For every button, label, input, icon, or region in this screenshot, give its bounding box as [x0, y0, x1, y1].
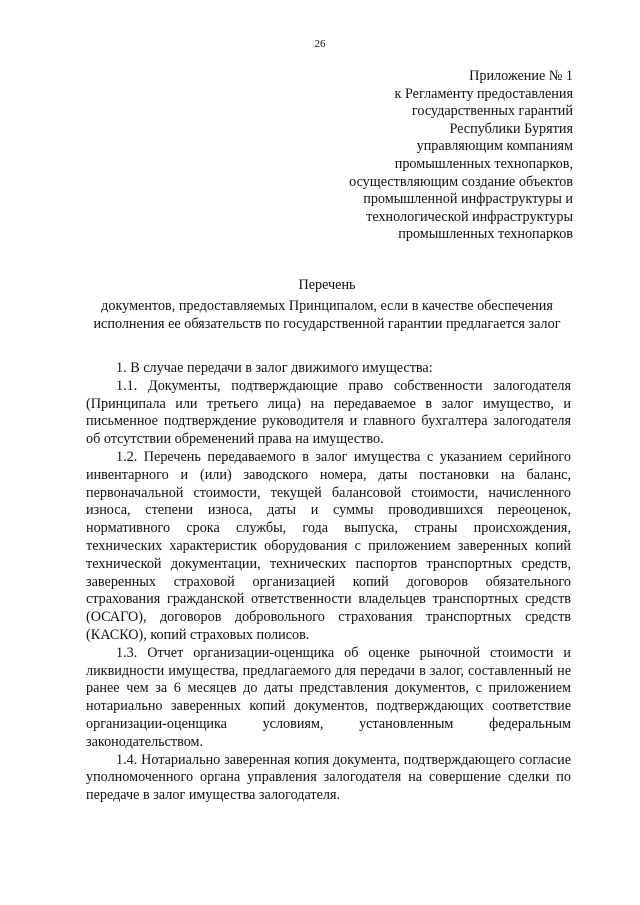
appendix-line: промышленных технопарков, — [394, 155, 573, 172]
document-title — [84, 276, 570, 333]
appendix-line: управляющим компаниям — [416, 138, 573, 155]
appendix-line: государственных гарантий — [411, 103, 573, 120]
appendix-header — [273, 68, 573, 244]
document-body — [86, 360, 571, 805]
paragraph-1-1: 1.1. Документы, подтверждающие право собственности залогодателя (Принципала или третьего лица) на передаваемое в залог имущество, и письменное подтверждение руководителя и главного бухгалтера залогодателя об отсутствии обременений права на имущество. — [86, 377, 571, 448]
appendix-line: к Регламенту предоставления — [394, 85, 573, 102]
appendix-line: технологической инфраструктуры — [366, 208, 573, 225]
title-heading: Перечень — [298, 277, 356, 293]
appendix-line: Республики Бурятия — [449, 120, 573, 137]
appendix-line: промышленных технопарков — [398, 226, 573, 243]
paragraph-1-3: 1.3. Отчет организации-оценщика об оценке рыночной стоимости и ликвидности имущества, предлагаемого для передачи в залог, составленный не ранее чем за 6 месяцев до даты представления документов, с приложением нотариально заверенных копий документов, подтверждающих соответствие организации-оценщика условиям, установленным федеральным законодательством. — [86, 644, 571, 750]
paragraph-1: 1. В случае передачи в залог движимого имущества: — [116, 360, 433, 376]
appendix-line: Приложение № 1 — [469, 68, 573, 84]
appendix-line: промышленной инфраструктуры и — [363, 191, 573, 208]
paragraph-1-2: 1.2. Перечень передаваемого в залог имущества с указанием серийного инвентарного и (или) заводского номера, даты постановки на баланс, первоначальной стоимости, текущей балансовой стоимости, начисленного износа, степени износа, даты и суммы проводившихся переоценок, нормативного срока службы, года выпуска, страны происхождения, технических характеристик оборудования с приложением заверенных копий технической документации, технических паспортов транспортных средств, заверенных страховой организацией копий договоров обязательного страхования гражданской ответственности владельцев транспортных средств (ОСАГО), договоров добровольного страхования транспортных средств (КАСКО), копий страховых полисов. — [86, 448, 571, 643]
appendix-line: осуществляющим создание объектов — [349, 173, 573, 190]
paragraph-1-4: 1.4. Нотариально заверенная копия документа, подтверждающего согласие уполномоченного органа управления залогодателя на совершение сделки по передаче в залог имущества залогодателя. — [86, 751, 571, 804]
page-number: 26 — [314, 38, 326, 50]
title-subtitle: документов, предоставляемых Принципалом, если в качестве обеспечения исполнения ее обязательств по государственной гарантии предлагается залог — [93, 298, 561, 332]
